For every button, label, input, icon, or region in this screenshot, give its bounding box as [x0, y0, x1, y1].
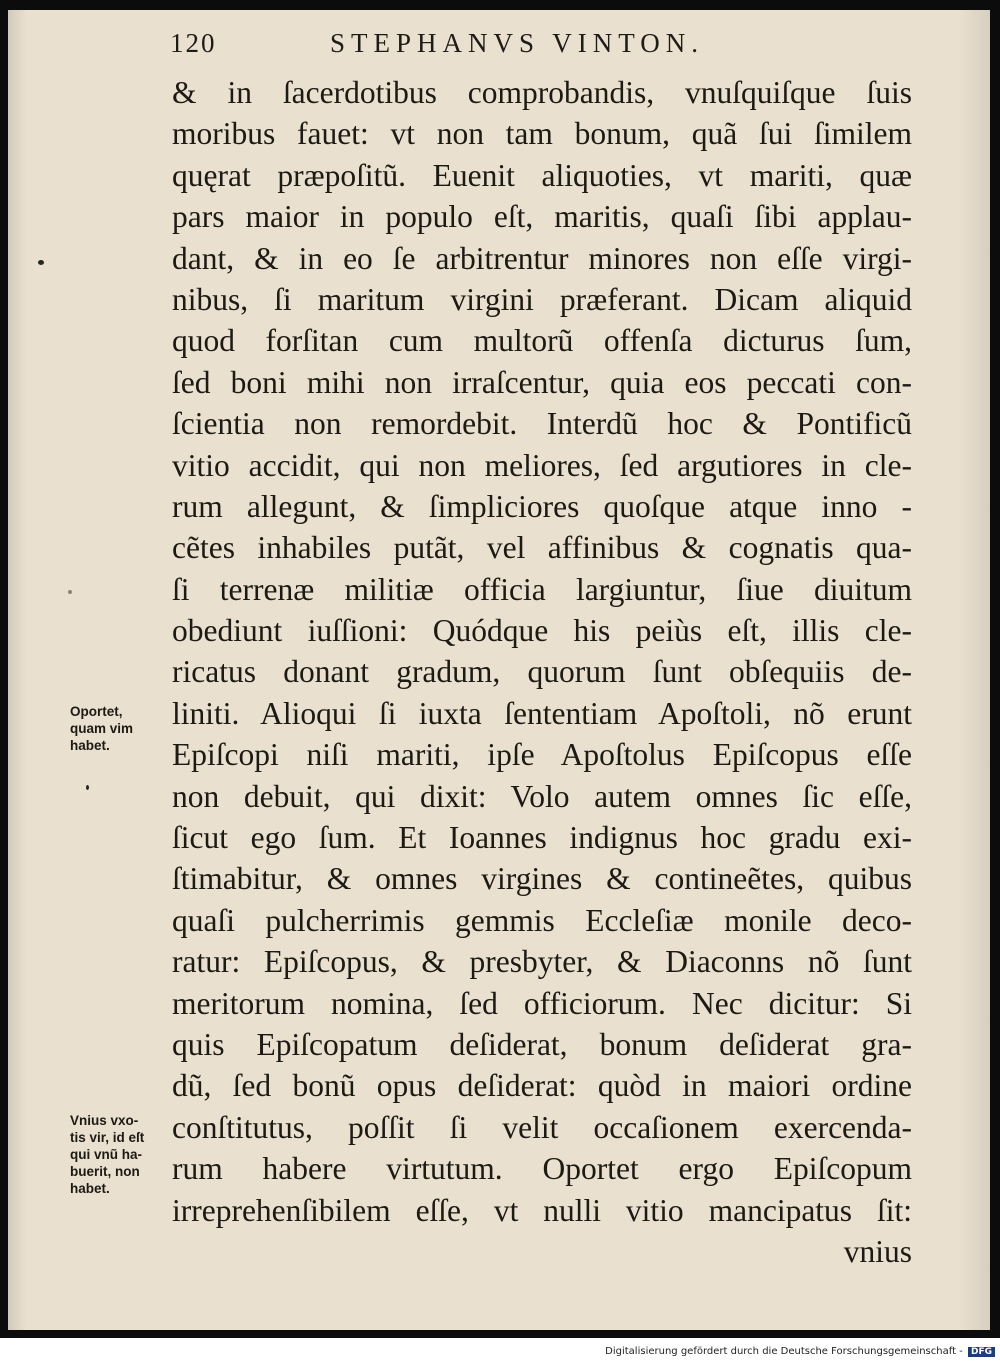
- margin-note-line: Oportet,: [70, 704, 123, 719]
- text-line: obediunt iuſſioni: Quódque his peiùs eſt, illis cle-: [172, 613, 912, 649]
- text-line: ricatus donant gradum, quorum ſunt obſequiis de-: [172, 654, 912, 690]
- dfg-logo: DFG: [968, 1347, 995, 1357]
- text-line: meritorum nomina, ſed officiorum. Nec dicitur: Si: [172, 985, 912, 1021]
- footer-credit: Digitalisierung gefördert durch die Deutsche Forschungsgemeinschaft -: [605, 1346, 963, 1357]
- text-line: liniti. Alioqui ſi iuxta ſententiam Apoſtoli, nõ erunt: [172, 695, 912, 731]
- margin-note-line: Vnius vxo-: [70, 1113, 139, 1128]
- margin-note-oportet: [70, 703, 133, 754]
- digitization-footer: [560, 1346, 995, 1357]
- margin-note-line: habet.: [70, 738, 110, 753]
- margin-note-line: quam vim: [70, 721, 134, 736]
- text-line: ſi terrenæ militiæ officia largiuntur, ſiue diuitum: [172, 571, 912, 607]
- margin-note-line: qui vnũ ha-: [70, 1147, 142, 1162]
- text-line: cẽtes inhabiles putãt, vel affinibus & cognatis qua-: [172, 530, 912, 566]
- ink-speck: [68, 590, 72, 594]
- margin-note-line: habet.: [70, 1181, 110, 1196]
- text-line: nibus, ſi maritum virgini præferant. Dicam aliquid: [172, 281, 912, 317]
- text-line: vitio accidit, qui non meliores, ſed argutiores in cle-: [172, 447, 912, 483]
- text-line: moribus fauet: vt non tam bonum, quã ſui ſimilem: [172, 116, 912, 152]
- text-line: irreprehenſibilem eſſe, vt nulli vitio mancipatus ſit:: [172, 1192, 912, 1228]
- text-line: conſtitutus, poſſit ſi velit occaſionem exercenda-: [172, 1109, 912, 1145]
- ink-speck: [38, 260, 44, 265]
- main-text-block: [172, 72, 912, 1272]
- margin-note-line: tis vir, id eſt: [70, 1130, 145, 1145]
- text-line: ſed boni mihi non irraſcentur, quia eos peccati con-: [172, 364, 912, 400]
- text-line: quod forſitan cum multorũ offenſa dicturus ſum,: [172, 323, 912, 359]
- text-line: vnius: [843, 1233, 912, 1269]
- text-line: quęrat præpoſitũ. Euenit aliquoties, vt mariti, quæ: [172, 157, 912, 193]
- running-header: [170, 28, 810, 68]
- text-line: quis Epiſcopatum deſiderat, bonum deſiderat gra-: [172, 1026, 912, 1062]
- text-line: rum habere virtutum. Oportet ergo Epiſcopum: [172, 1151, 912, 1187]
- text-line: dant, & in eo ſe arbitrentur minores non eſſe virgi-: [172, 240, 912, 276]
- text-line: pars maior in populo eſt, maritis, quaſi ſibi applau-: [172, 199, 912, 235]
- text-line: & in ſacerdotibus comprobandis, vnuſquiſque ſuis: [172, 75, 912, 110]
- text-line: ſicut ego ſum. Et Ioannes indignus hoc gradu exi-: [172, 820, 912, 856]
- text-line: ſtimabitur, & omnes virgines & contineẽtes, quibus: [172, 861, 912, 897]
- ink-speck: [86, 785, 89, 790]
- text-line: quaſi pulcherrimis gemmis Eccleſiæ monile deco-: [172, 902, 912, 938]
- running-title: STEPHANVS VINTON.: [330, 28, 705, 58]
- text-line: rum allegunt, & ſimpliciores quoſque atque inno -: [172, 488, 912, 524]
- text-line: ratur: Epiſcopus, & presbyter, & Diaconns nõ ſunt: [172, 944, 912, 980]
- text-line: ſcientia non remordebit. Interdũ hoc & Pontificũ: [172, 406, 912, 442]
- margin-note-vnius-vxoris: [70, 1112, 144, 1197]
- text-line: Epiſcopi niſi mariti, ipſe Apoſtolus Epiſcopus eſſe: [172, 737, 912, 773]
- text-line: dũ, ſed bonũ opus deſiderat: quòd in maiori ordine: [172, 1068, 912, 1104]
- page-number: 120: [170, 28, 217, 58]
- margin-note-line: buerit, non: [70, 1164, 140, 1179]
- text-line: non debuit, qui dixit: Volo autem omnes ſic eſſe,: [172, 778, 912, 814]
